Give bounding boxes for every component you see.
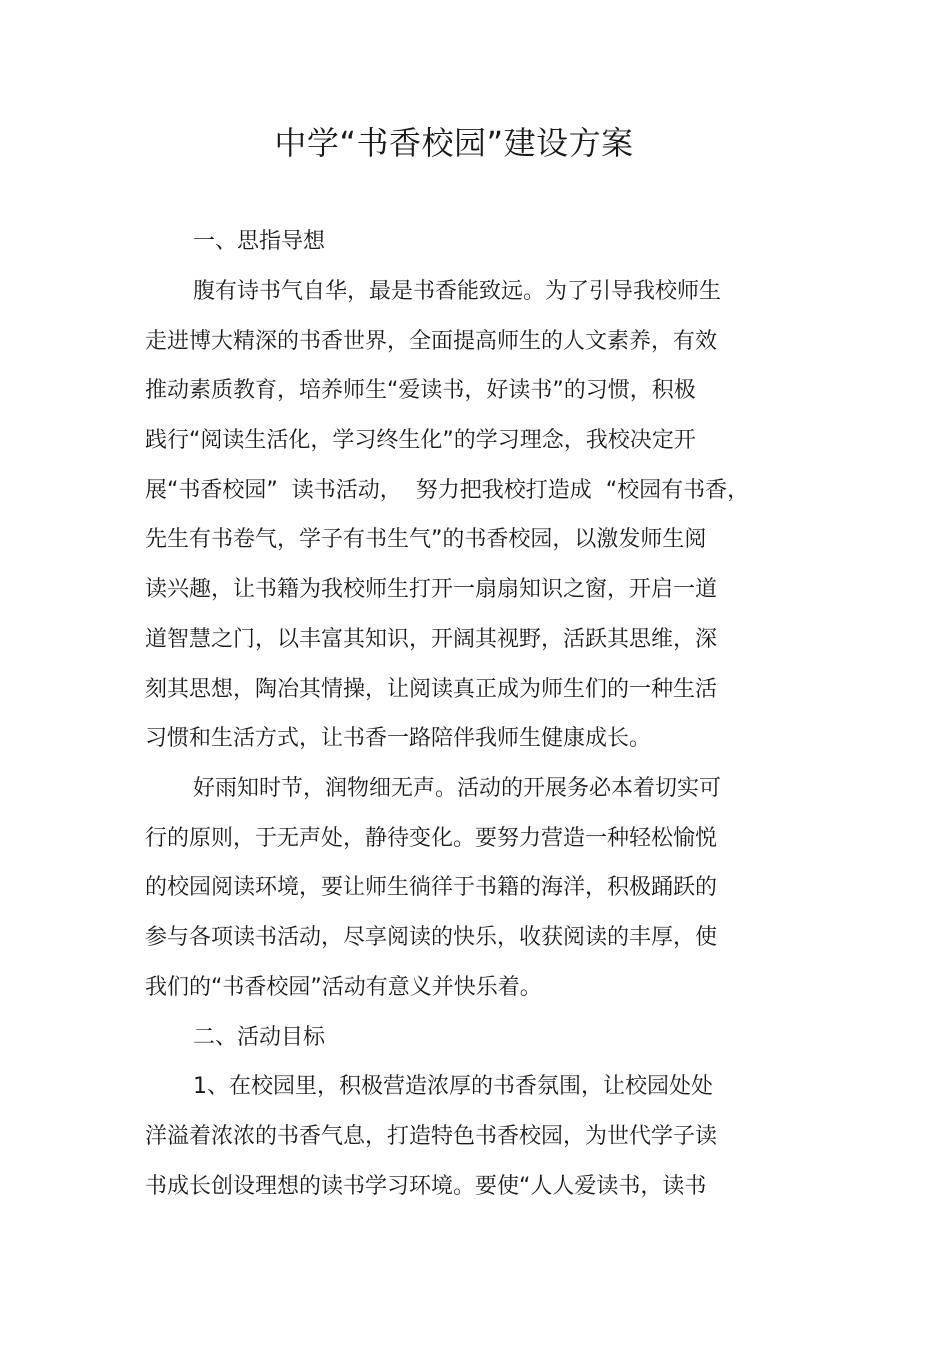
document-title: 中学“书香校园”建设方案	[274, 124, 634, 162]
paragraph-line: 读兴趣，让书籍为我校师生打开一扇扇知识之窗，开启一道	[145, 577, 718, 602]
paragraph-line: 践行“阅读生活化，学习终生化”的学习理念，我校决定开	[145, 428, 696, 453]
paragraph-line: 展“书香校园” 读书活动， 努力把我校打造成 “校园有书香，	[145, 478, 750, 503]
paragraph-line: 刻其思想，陶冶其情操，让阅读真正成为师生们的一种生活	[145, 677, 718, 702]
paragraph-line: 行的原则，于无声处，静待变化。要努力营造一种轻松愉悦	[145, 826, 718, 851]
paragraph-line: 的校园阅读环境，要让师生徜徉于书籍的海洋，积极踊跃的	[145, 875, 718, 900]
section-heading-guiding-ideology: 一、思指导想	[193, 229, 326, 254]
paragraph-line: 腹有诗书气自华，最是书香能致远。为了引导我校师生	[193, 279, 722, 304]
paragraph-line: 洋溢着浓浓的书香气息，打造特色书香校园，为世代学子读	[145, 1124, 718, 1149]
section-heading-activity-goals: 二、活动目标	[193, 1025, 326, 1050]
paragraph-line: 我们的“书香校园”活动有意义并快乐着。	[145, 975, 542, 1000]
paragraph-line: 道智慧之门，以丰富其知识，开阔其视野，活跃其思维，深	[145, 627, 718, 652]
paragraph-line: 好雨知时节，润物细无声。活动的开展务必本着切实可	[193, 776, 722, 801]
paragraph-line: 1、在校园里，积极营造浓厚的书香氛围，让校园处处	[193, 1074, 713, 1099]
paragraph-line: 参与各项读书活动，尽享阅读的快乐，收获阅读的丰厚，使	[145, 925, 718, 950]
paragraph-line: 走进博大精深的书香世界，全面提高师生的人文素养，有效	[145, 329, 718, 354]
paragraph-line: 书成长创设理想的读书学习环境。要使“人人爱读书，读书	[145, 1174, 707, 1199]
paragraph-line: 推动素质教育，培养师生“爱读书，好读书”的习惯，积极	[145, 378, 696, 403]
paragraph-line: 习惯和生活方式，让书香一路陪伴我师生健康成长。	[145, 726, 652, 751]
paragraph-line: 先生有书卷气，学子有书生气”的书香校园，以激发师生阅	[145, 527, 707, 552]
